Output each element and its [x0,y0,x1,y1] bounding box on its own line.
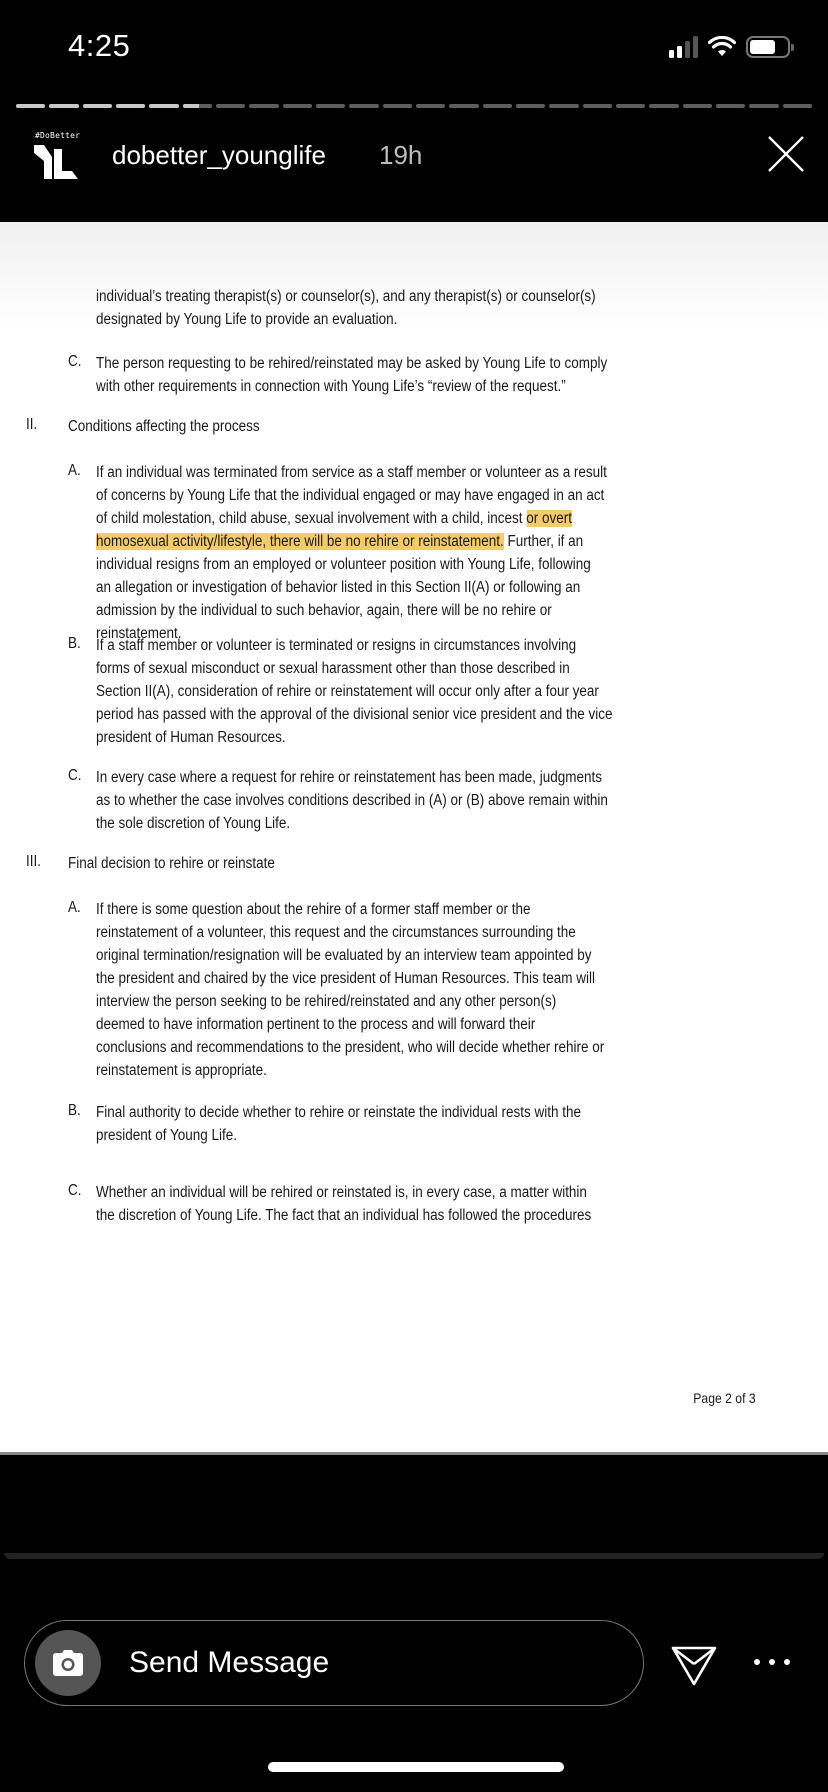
story-progress-segment [49,104,78,108]
story-progress-segment [583,104,612,108]
item-letter: A. [68,899,81,916]
story-progress-segment [16,104,45,108]
document-line: forms of sexual misconduct or sexual harassment other than those described in [96,660,570,677]
section-heading: Conditions affecting the process [68,418,260,435]
story-progress-segment [316,104,345,108]
story-progress-segment [716,104,745,108]
more-dot-icon [784,1659,790,1665]
document-line: Whether an individual will be rehired or reinstated is, in every case, a matter within [96,1184,587,1201]
story-progress-segment [649,104,678,108]
story-progress-segment [116,104,145,108]
document-line: president of Young Life. [96,1127,237,1144]
camera-button[interactable] [35,1630,101,1696]
document-line: Final authority to decide whether to rehire or reinstate the individual rests with the [96,1104,581,1121]
document-line: with other requirements in connection with Young Life’s “review of the request.” [96,378,566,395]
story-progress-fill [16,104,45,108]
item-letter: A. [68,462,81,479]
battery-level [750,40,775,54]
camera-icon [53,1650,83,1676]
wifi-icon [708,36,736,58]
document-line [96,508,572,531]
document-line: interview the person seeking to be rehired/reinstated and any other person(s) [96,993,557,1010]
document-line: period has passed with the approval of the divisional senior vice president and the vice [96,706,613,723]
story-username[interactable]: dobetter_younglife [112,140,326,170]
send-button[interactable] [670,1640,718,1688]
story-progress-segment [449,104,478,108]
document-line: admission by the individual to such behavior, again, there will be no rehire or [96,602,552,619]
story-progress-fill [49,104,78,108]
home-indicator[interactable] [268,1762,564,1772]
story-card-edge [4,1553,824,1559]
document-line: designated by Young Life to provide an evaluation. [96,311,398,328]
section-numeral: III. [26,853,41,870]
document-line: as to whether the case involves conditions described in (A) or (B) above remain within [96,792,608,809]
document-line: of concerns by Young Life that the individual engaged or may have engaged in an act [96,487,605,504]
document-line: In every case where a request for rehire or reinstatement has been made, judgments [96,769,602,786]
paper-plane-icon [670,1640,718,1688]
document-line: individual’s treating therapist(s) or counselor(s), and any therapist(s) or counselor(s) [96,288,596,305]
story-progress-segment [549,104,578,108]
signal-bar [693,36,698,58]
story-progress-segment [416,104,445,108]
document-line: original termination/resignation will be evaluated by an interview team appointed by [96,947,592,964]
document-text: of child molestation, child abuse, sexual involvement with a child, incest [96,510,527,527]
more-dot-icon [769,1659,775,1665]
document-line: conclusions and recommendations to the president, who will decide whether rehire or [96,1039,605,1056]
logo-tag: #DoBetter [35,131,81,140]
signal-bar [669,50,674,58]
document-line: the sole discretion of Young Life. [96,815,291,832]
signal-bar [677,46,682,58]
story-progress-segment [349,104,378,108]
document-line: Section II(A), consideration of rehire or reinstatement will occur only after a four year [96,683,599,700]
story-progress-segment [683,104,712,108]
item-letter: C. [68,1182,82,1199]
story-progress-bar [16,104,812,108]
document-line: If there is some question about the rehire of a former staff member or the [96,901,531,918]
story-progress-fill [149,104,178,108]
story-progress-fill [116,104,145,108]
story-progress-segment [616,104,645,108]
story-progress-segment [83,104,112,108]
story-progress-segment [516,104,545,108]
story-progress-segment [283,104,312,108]
message-input[interactable] [127,1645,571,1681]
story-progress-segment [216,104,245,108]
more-dot-icon [754,1659,760,1665]
item-letter: B. [68,635,81,652]
page-number: Page 2 of 3 [693,1390,756,1406]
story-document-image [0,222,828,1455]
story-progress-segment [249,104,278,108]
document-line [96,531,583,554]
item-letter: C. [68,767,82,784]
document-line: an allegation or investigation of behavior listed in this Section II(A) or following an [96,579,581,596]
item-letter: C. [68,353,82,370]
highlighted-text: homosexual activity/lifestyle, there will be no rehire or reinstatement. [96,533,504,550]
item-letter: B. [68,1102,81,1119]
battery-icon [746,36,790,58]
document-line: deemed to have information pertinent to the process and will forward their [96,1016,536,1033]
more-button[interactable] [754,1650,790,1674]
younglife-logo-icon [32,141,82,185]
story-progress-segment [383,104,412,108]
document-line: The person requesting to be rehired/reinstated may be asked by Young Life to comply [96,355,608,372]
document-line: individual resigns from an employed or volunteer position with Young Life, following [96,556,591,573]
document-edge [0,1452,828,1455]
status-time: 4:25 [68,28,131,63]
document-line: If a staff member or volunteer is terminated or resigns in circumstances involving [96,637,577,654]
status-icons [669,36,790,58]
document-line: reinstatement. [96,625,182,642]
highlighted-text: or overt [526,510,572,527]
document-line: the discretion of Young Life. The fact that an individual has followed the procedures [96,1207,592,1224]
story-progress-segment [483,104,512,108]
section-numeral: II. [26,416,38,433]
document-line: the president and chaired by the vice president of Human Resources. This team will [96,970,595,987]
story-time-ago: 19h [379,140,423,170]
document-text: Further, if an [503,533,584,550]
story-progress-segment [783,104,812,108]
story-progress-segment [749,104,778,108]
message-field[interactable] [24,1620,644,1706]
document-line: president of Human Resources. [96,729,286,746]
section-heading: Final decision to rehire or reinstate [68,855,275,872]
story-progress-segment [183,104,212,108]
close-button[interactable] [766,134,806,174]
story-progress-fill [183,104,199,108]
document-line: If an individual was terminated from service as a staff member or volunteer as a result [96,464,607,481]
story-progress-fill [83,104,112,108]
document-line: reinstatement of a volunteer, this request and the circumstances surrounding the [96,924,576,941]
document-line: reinstatement is appropriate. [96,1062,267,1079]
close-icon [766,134,806,174]
cellular-signal-icon [669,36,698,58]
story-progress-segment [149,104,178,108]
signal-bar [685,41,690,58]
avatar[interactable] [30,131,82,183]
